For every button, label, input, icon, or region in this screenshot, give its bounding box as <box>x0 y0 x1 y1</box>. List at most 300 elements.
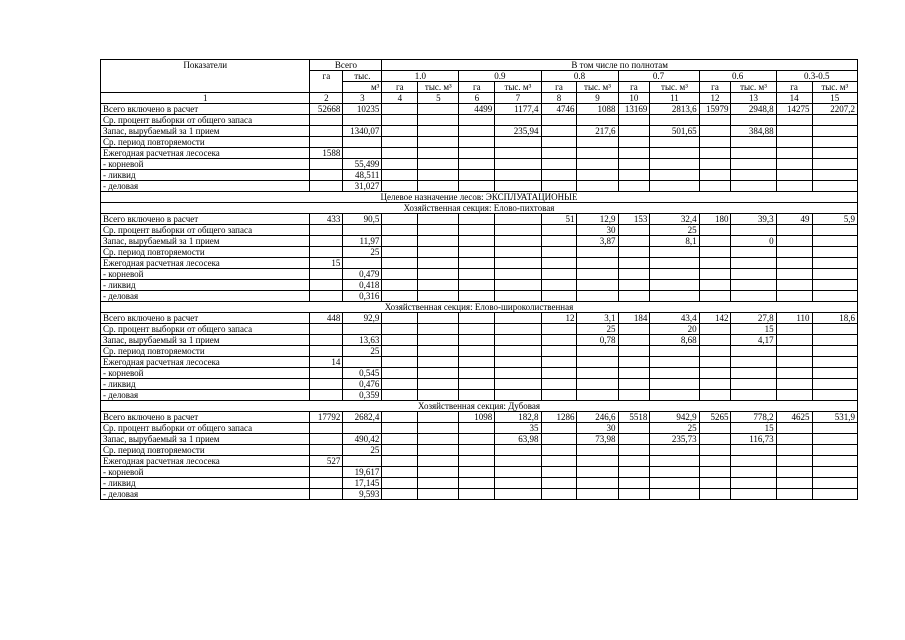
row-label: - деловая <box>101 390 310 401</box>
table-cell: 25 <box>343 346 382 357</box>
table-row <box>101 126 858 137</box>
table-cell <box>618 236 650 247</box>
table-cell: 25 <box>650 225 699 236</box>
table-cell <box>577 467 618 478</box>
table-cell <box>618 247 650 258</box>
row-label: - деловая <box>101 489 310 500</box>
column-number: 14 <box>776 93 812 104</box>
table-cell <box>618 159 650 170</box>
table-cell <box>699 126 731 137</box>
table-cell <box>541 247 577 258</box>
table-cell <box>382 357 418 368</box>
row-label: Всего включено в расчет <box>101 412 310 423</box>
table-cell <box>495 324 541 335</box>
row-label: Ср. период повторяемости <box>101 137 310 148</box>
table-cell <box>699 170 731 181</box>
table-cell <box>418 280 459 291</box>
table-cell <box>459 467 495 478</box>
table-cell: 8,68 <box>650 335 699 346</box>
section-title-row <box>101 302 858 313</box>
table-cell <box>310 137 343 148</box>
table-cell <box>650 445 699 456</box>
row-label: Ежегодная расчетная лесосека <box>101 258 310 269</box>
table-cell <box>699 159 731 170</box>
table-cell <box>459 324 495 335</box>
table-cell: 1340,07 <box>343 126 382 137</box>
table-row <box>101 170 858 181</box>
table-cell <box>343 148 382 159</box>
unit-ha-header: га <box>776 82 812 93</box>
row-label: - корневой <box>101 368 310 379</box>
table-cell: 110 <box>776 313 812 324</box>
table-cell <box>418 104 459 115</box>
table-cell <box>577 346 618 357</box>
table-row <box>101 181 858 192</box>
row-label: - деловая <box>101 291 310 302</box>
table-cell <box>731 225 776 236</box>
table-cell <box>459 456 495 467</box>
table-cell <box>310 423 343 434</box>
table-cell: 3,1 <box>577 313 618 324</box>
table-cell <box>699 269 731 280</box>
table-cell <box>812 280 857 291</box>
table-cell <box>577 258 618 269</box>
table-cell <box>382 423 418 434</box>
table-cell <box>343 225 382 236</box>
table-cell <box>618 335 650 346</box>
table-cell: 1098 <box>459 412 495 423</box>
table-cell <box>650 489 699 500</box>
table-cell: 30 <box>577 423 618 434</box>
table-cell <box>618 368 650 379</box>
forest-cutting-table <box>100 59 858 500</box>
total-thous-header: тыс. <box>343 71 382 82</box>
table-cell <box>776 236 812 247</box>
density-header: 0.9 <box>459 71 541 82</box>
table-cell <box>541 159 577 170</box>
table-cell: 1177,4 <box>495 104 541 115</box>
table-cell <box>343 423 382 434</box>
table-cell <box>541 236 577 247</box>
table-cell: 3,87 <box>577 236 618 247</box>
table-cell <box>812 379 857 390</box>
table-cell <box>541 423 577 434</box>
table-cell <box>577 159 618 170</box>
table-cell: 235,94 <box>495 126 541 137</box>
table-cell <box>495 148 541 159</box>
by-density-header: В том числе по полнотам <box>382 60 858 71</box>
table-cell <box>731 258 776 269</box>
unit-ha-header: га <box>699 82 731 93</box>
table-cell <box>541 181 577 192</box>
table-cell: 235,73 <box>650 434 699 445</box>
table-cell <box>577 247 618 258</box>
table-cell <box>731 159 776 170</box>
table-cell <box>310 170 343 181</box>
table-cell <box>343 324 382 335</box>
table-cell <box>776 280 812 291</box>
row-label: Ср. процент выборки от общего запаса <box>101 115 310 126</box>
table-cell <box>382 313 418 324</box>
table-cell <box>812 368 857 379</box>
table-cell <box>812 489 857 500</box>
table-cell <box>382 126 418 137</box>
table-cell: 0,545 <box>343 368 382 379</box>
row-label: Ежегодная расчетная лесосека <box>101 357 310 368</box>
table-row <box>101 269 858 280</box>
table-cell: 63,98 <box>495 434 541 445</box>
table-cell <box>577 445 618 456</box>
table-cell <box>650 357 699 368</box>
row-label: Ср. период повторяемости <box>101 346 310 357</box>
table-cell: 142 <box>699 313 731 324</box>
table-cell <box>459 115 495 126</box>
table-cell <box>459 489 495 500</box>
table-cell <box>459 159 495 170</box>
table-cell <box>541 148 577 159</box>
row-label: - корневой <box>101 467 310 478</box>
table-cell <box>812 357 857 368</box>
table-cell <box>459 423 495 434</box>
table-cell: 15979 <box>699 104 731 115</box>
table-cell <box>459 379 495 390</box>
column-number-row <box>101 93 858 104</box>
table-cell <box>382 346 418 357</box>
table-cell <box>699 335 731 346</box>
table-cell <box>495 379 541 390</box>
table-cell <box>310 115 343 126</box>
table-cell <box>731 390 776 401</box>
table-row <box>101 291 858 302</box>
table-cell <box>495 280 541 291</box>
table-cell: 0,418 <box>343 280 382 291</box>
table-cell <box>495 236 541 247</box>
row-label: - ликвид <box>101 379 310 390</box>
table-cell <box>731 115 776 126</box>
table-cell: 942,9 <box>650 412 699 423</box>
table-cell <box>812 236 857 247</box>
table-cell <box>731 269 776 280</box>
table-cell <box>577 456 618 467</box>
table-cell <box>495 368 541 379</box>
table-row <box>101 456 858 467</box>
table-row <box>101 258 858 269</box>
table-cell <box>699 148 731 159</box>
table-cell <box>310 324 343 335</box>
total-m3-header: м³ <box>343 82 382 93</box>
table-cell: 17,145 <box>343 478 382 489</box>
table-cell <box>618 170 650 181</box>
table-cell <box>310 434 343 445</box>
table-cell: 10235 <box>343 104 382 115</box>
table-cell <box>776 324 812 335</box>
table-cell <box>418 181 459 192</box>
table-row <box>101 115 858 126</box>
column-number: 12 <box>699 93 731 104</box>
table-cell <box>310 346 343 357</box>
table-cell <box>495 269 541 280</box>
column-number: 9 <box>577 93 618 104</box>
table-cell <box>699 324 731 335</box>
table-cell <box>577 115 618 126</box>
table-cell <box>618 324 650 335</box>
row-label: Всего включено в расчет <box>101 104 310 115</box>
table-cell <box>310 159 343 170</box>
table-cell <box>699 456 731 467</box>
table-cell <box>650 379 699 390</box>
row-label: Запас, вырубаемый за 1 прием <box>101 236 310 247</box>
table-cell <box>577 489 618 500</box>
row-label: Ср. период повторяемости <box>101 445 310 456</box>
table-cell <box>699 258 731 269</box>
table-cell <box>541 467 577 478</box>
table-cell <box>618 379 650 390</box>
table-row <box>101 478 858 489</box>
table-cell <box>699 390 731 401</box>
table-cell <box>418 269 459 280</box>
unit-m3-header: тыс. м³ <box>577 82 618 93</box>
table-cell <box>731 489 776 500</box>
table-cell <box>618 258 650 269</box>
table-cell <box>776 390 812 401</box>
table-cell <box>731 445 776 456</box>
unit-ha-header: га <box>382 82 418 93</box>
table-cell: 1286 <box>541 412 577 423</box>
table-cell <box>495 346 541 357</box>
table-cell <box>382 434 418 445</box>
table-cell <box>382 214 418 225</box>
table-cell <box>699 137 731 148</box>
table-cell <box>382 236 418 247</box>
table-cell <box>541 170 577 181</box>
table-cell <box>812 225 857 236</box>
table-cell: 153 <box>618 214 650 225</box>
table-row <box>101 236 858 247</box>
table-cell: 52668 <box>310 104 343 115</box>
table-cell <box>495 159 541 170</box>
table-cell <box>459 247 495 258</box>
table-cell <box>650 159 699 170</box>
table-cell <box>699 467 731 478</box>
table-cell <box>699 247 731 258</box>
table-cell <box>495 335 541 346</box>
table-cell <box>382 368 418 379</box>
density-header: 0.3-0.5 <box>776 71 857 82</box>
table-cell <box>343 357 382 368</box>
row-label: Ежегодная расчетная лесосека <box>101 148 310 159</box>
table-cell <box>731 346 776 357</box>
table-cell <box>776 258 812 269</box>
table-cell <box>812 423 857 434</box>
table-cell <box>418 126 459 137</box>
table-cell: 14 <box>310 357 343 368</box>
table-cell <box>541 126 577 137</box>
table-cell: 184 <box>618 313 650 324</box>
table-cell <box>459 126 495 137</box>
table-cell <box>776 148 812 159</box>
row-label: Всего включено в расчет <box>101 214 310 225</box>
table-cell <box>310 236 343 247</box>
table-cell: 2948,8 <box>731 104 776 115</box>
table-cell <box>418 258 459 269</box>
density-header: 0.6 <box>699 71 776 82</box>
table-cell: 13,63 <box>343 335 382 346</box>
table-cell <box>650 137 699 148</box>
row-label: - ликвид <box>101 170 310 181</box>
table-cell <box>776 335 812 346</box>
indicators-header: Показатели <box>101 60 310 93</box>
table-cell <box>418 137 459 148</box>
table-cell <box>541 324 577 335</box>
table-cell <box>310 467 343 478</box>
table-cell <box>699 115 731 126</box>
table-cell: 8,1 <box>650 236 699 247</box>
table-cell <box>541 335 577 346</box>
table-cell <box>650 346 699 357</box>
table-cell: 32,4 <box>650 214 699 225</box>
table-row <box>101 247 858 258</box>
table-cell <box>618 126 650 137</box>
unit-m3-header: тыс. м³ <box>418 82 459 93</box>
table-cell <box>418 467 459 478</box>
unit-m3-header: тыс. м³ <box>495 82 541 93</box>
table-cell <box>731 170 776 181</box>
table-cell: 15 <box>731 324 776 335</box>
column-number: 11 <box>650 93 699 104</box>
table-cell <box>731 291 776 302</box>
table-cell <box>459 445 495 456</box>
table-cell <box>418 148 459 159</box>
table-cell <box>699 379 731 390</box>
table-cell <box>382 467 418 478</box>
table-cell <box>812 456 857 467</box>
table-cell <box>418 291 459 302</box>
table-cell <box>699 236 731 247</box>
table-row <box>101 467 858 478</box>
table-cell: 11,97 <box>343 236 382 247</box>
table-cell <box>495 225 541 236</box>
table-cell <box>699 291 731 302</box>
table-cell <box>382 456 418 467</box>
table-cell <box>418 357 459 368</box>
table-cell <box>382 269 418 280</box>
table-row <box>101 434 858 445</box>
row-label: Всего включено в расчет <box>101 313 310 324</box>
table-cell <box>776 423 812 434</box>
table-cell <box>541 346 577 357</box>
table-cell <box>812 346 857 357</box>
table-cell <box>418 390 459 401</box>
table-cell <box>459 170 495 181</box>
table-cell <box>650 390 699 401</box>
table-cell <box>618 280 650 291</box>
table-cell <box>418 159 459 170</box>
table-cell: 2207,2 <box>812 104 857 115</box>
table-cell <box>382 379 418 390</box>
table-cell <box>812 434 857 445</box>
table-cell: 90,5 <box>343 214 382 225</box>
table-cell: 4,17 <box>731 335 776 346</box>
table-cell <box>776 181 812 192</box>
row-label: Ср. процент выборки от общего запаса <box>101 324 310 335</box>
table-cell <box>418 335 459 346</box>
table-cell: 35 <box>495 423 541 434</box>
table-cell <box>382 324 418 335</box>
table-cell <box>459 236 495 247</box>
table-cell <box>577 181 618 192</box>
table-cell <box>618 148 650 159</box>
table-cell <box>812 445 857 456</box>
table-cell <box>699 357 731 368</box>
table-cell <box>577 390 618 401</box>
row-label: - деловая <box>101 181 310 192</box>
table-cell <box>618 478 650 489</box>
table-cell: 49 <box>776 214 812 225</box>
table-cell <box>418 313 459 324</box>
table-cell <box>495 170 541 181</box>
table-cell <box>812 291 857 302</box>
table-cell <box>776 434 812 445</box>
table-cell <box>310 269 343 280</box>
table-cell <box>776 247 812 258</box>
table-row <box>101 390 858 401</box>
table-cell <box>310 489 343 500</box>
table-cell <box>459 434 495 445</box>
table-row <box>101 346 858 357</box>
table-cell <box>382 148 418 159</box>
row-label: Ср. период повторяемости <box>101 247 310 258</box>
table-cell <box>650 269 699 280</box>
table-cell: 778,2 <box>731 412 776 423</box>
table-cell <box>812 467 857 478</box>
table-cell: 0,479 <box>343 269 382 280</box>
table-cell: 48,511 <box>343 170 382 181</box>
table-cell: 18,6 <box>812 313 857 324</box>
table-cell <box>618 346 650 357</box>
table-cell <box>495 390 541 401</box>
table-cell <box>382 115 418 126</box>
table-cell <box>382 335 418 346</box>
table-cell <box>731 478 776 489</box>
table-cell <box>310 291 343 302</box>
table-cell <box>776 291 812 302</box>
section-title-row <box>101 192 858 203</box>
table-cell <box>776 456 812 467</box>
table-cell <box>812 269 857 280</box>
table-cell: 14275 <box>776 104 812 115</box>
table-cell: 92,9 <box>343 313 382 324</box>
table-cell <box>650 115 699 126</box>
table-cell <box>310 335 343 346</box>
table-cell <box>776 489 812 500</box>
unit-m3-header: тыс. м³ <box>812 82 857 93</box>
table-cell <box>699 434 731 445</box>
table-cell: 5518 <box>618 412 650 423</box>
table-cell <box>459 335 495 346</box>
row-label: Запас, вырубаемый за 1 прием <box>101 434 310 445</box>
table-cell: 19,617 <box>343 467 382 478</box>
density-header: 0.8 <box>541 71 618 82</box>
table-cell <box>459 357 495 368</box>
table-cell <box>731 247 776 258</box>
table-row <box>101 357 858 368</box>
table-cell: 39,3 <box>731 214 776 225</box>
row-label: Запас, вырубаемый за 1 прием <box>101 335 310 346</box>
table-row <box>101 137 858 148</box>
table-cell <box>418 214 459 225</box>
table-cell <box>650 258 699 269</box>
table-cell <box>618 291 650 302</box>
